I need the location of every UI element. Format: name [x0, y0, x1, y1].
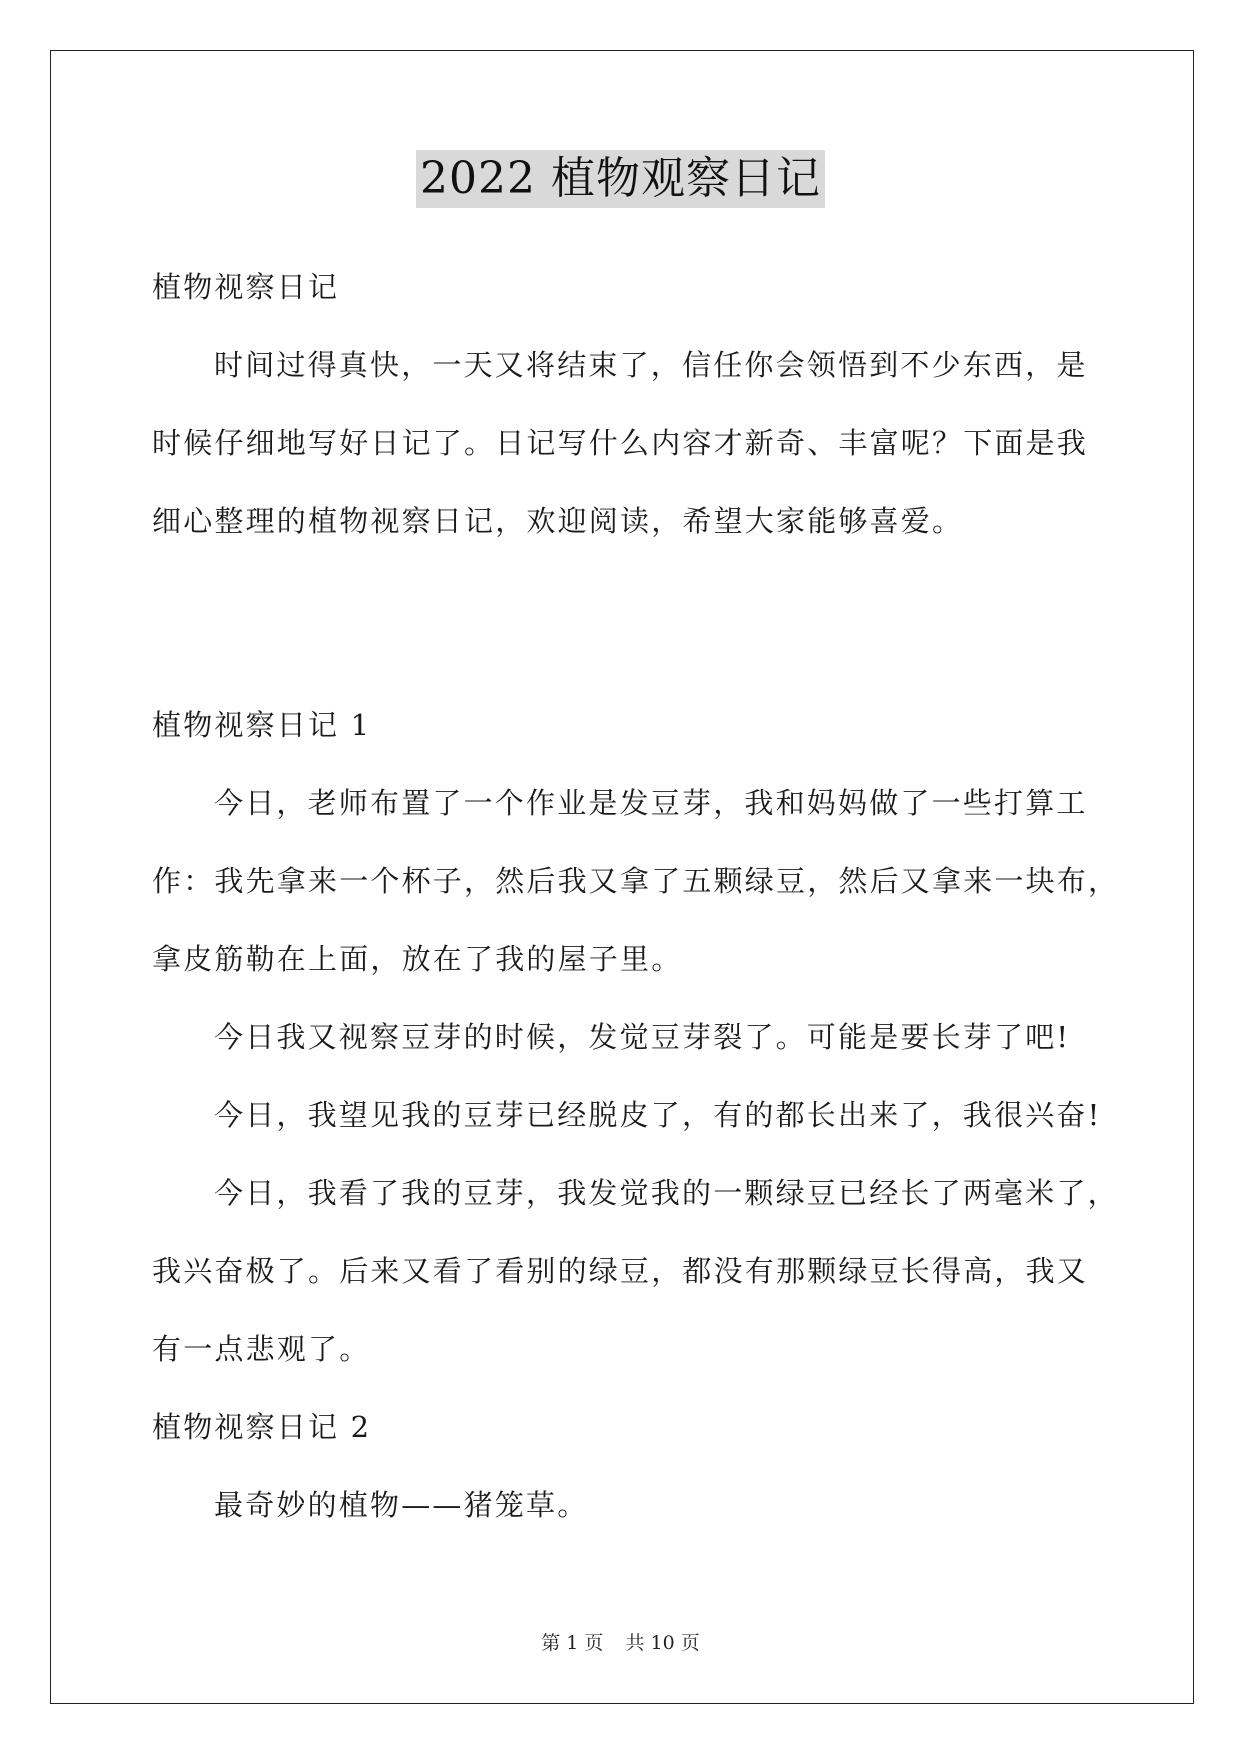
- paragraph-line: 今日，老师布置了一个作业是发豆芽，我和妈妈做了一些打算工: [214, 786, 1088, 820]
- paragraph-line: 今日，我看了我的豆芽，我发觉我的一颗绿豆已经长了两毫米了，: [214, 1176, 1119, 1210]
- paragraph-line: 今日，我望见我的豆芽已经脱皮了，有的都长出来了，我很兴奋!: [214, 1098, 1102, 1132]
- blank-gap: [152, 578, 1102, 704]
- section-heading: 植物视察日记 2: [152, 1410, 372, 1444]
- paragraph-line: 有一点悲观了。: [152, 1332, 371, 1366]
- page-number: 第 1 页: [541, 1632, 604, 1654]
- paragraph-line: 最奇妙的植物——猪笼草。: [214, 1488, 589, 1522]
- paragraph-line: 作：我先拿来一个杯子，然后我又拿了五颗绿豆，然后又拿来一块布，: [152, 864, 1120, 898]
- section-heading: 植物视察日记 1: [152, 708, 372, 742]
- title-container: [0, 150, 1241, 208]
- paragraph-line: 我兴奋极了。后来又看了看别的绿豆，都没有那颗绿豆长得高，我又: [152, 1254, 1089, 1288]
- paragraph-line: 细心整理的植物视察日记，欢迎阅读，希望大家能够喜爱。: [152, 504, 964, 538]
- document-title: 2022 植物观察日记: [416, 150, 825, 208]
- paragraph-line: 拿皮筋勒在上面，放在了我的屋子里。: [152, 942, 683, 976]
- document-body: [152, 266, 1120, 1562]
- page-total: 共 10 页: [625, 1632, 700, 1654]
- section-heading: 植物视察日记: [152, 270, 340, 304]
- paragraph-line: 今日我又视察豆芽的时候，发觉豆芽裂了。可能是要长芽了吧!: [214, 1020, 1071, 1054]
- paragraph-line: 时间过得真快，一天又将结束了，信任你会领悟到不少东西，是: [214, 348, 1088, 382]
- page-footer: [0, 1628, 1241, 1655]
- paragraph-line: 时候仔细地写好日记了。日记写什么内容才新奇、丰富呢？下面是我: [152, 426, 1089, 460]
